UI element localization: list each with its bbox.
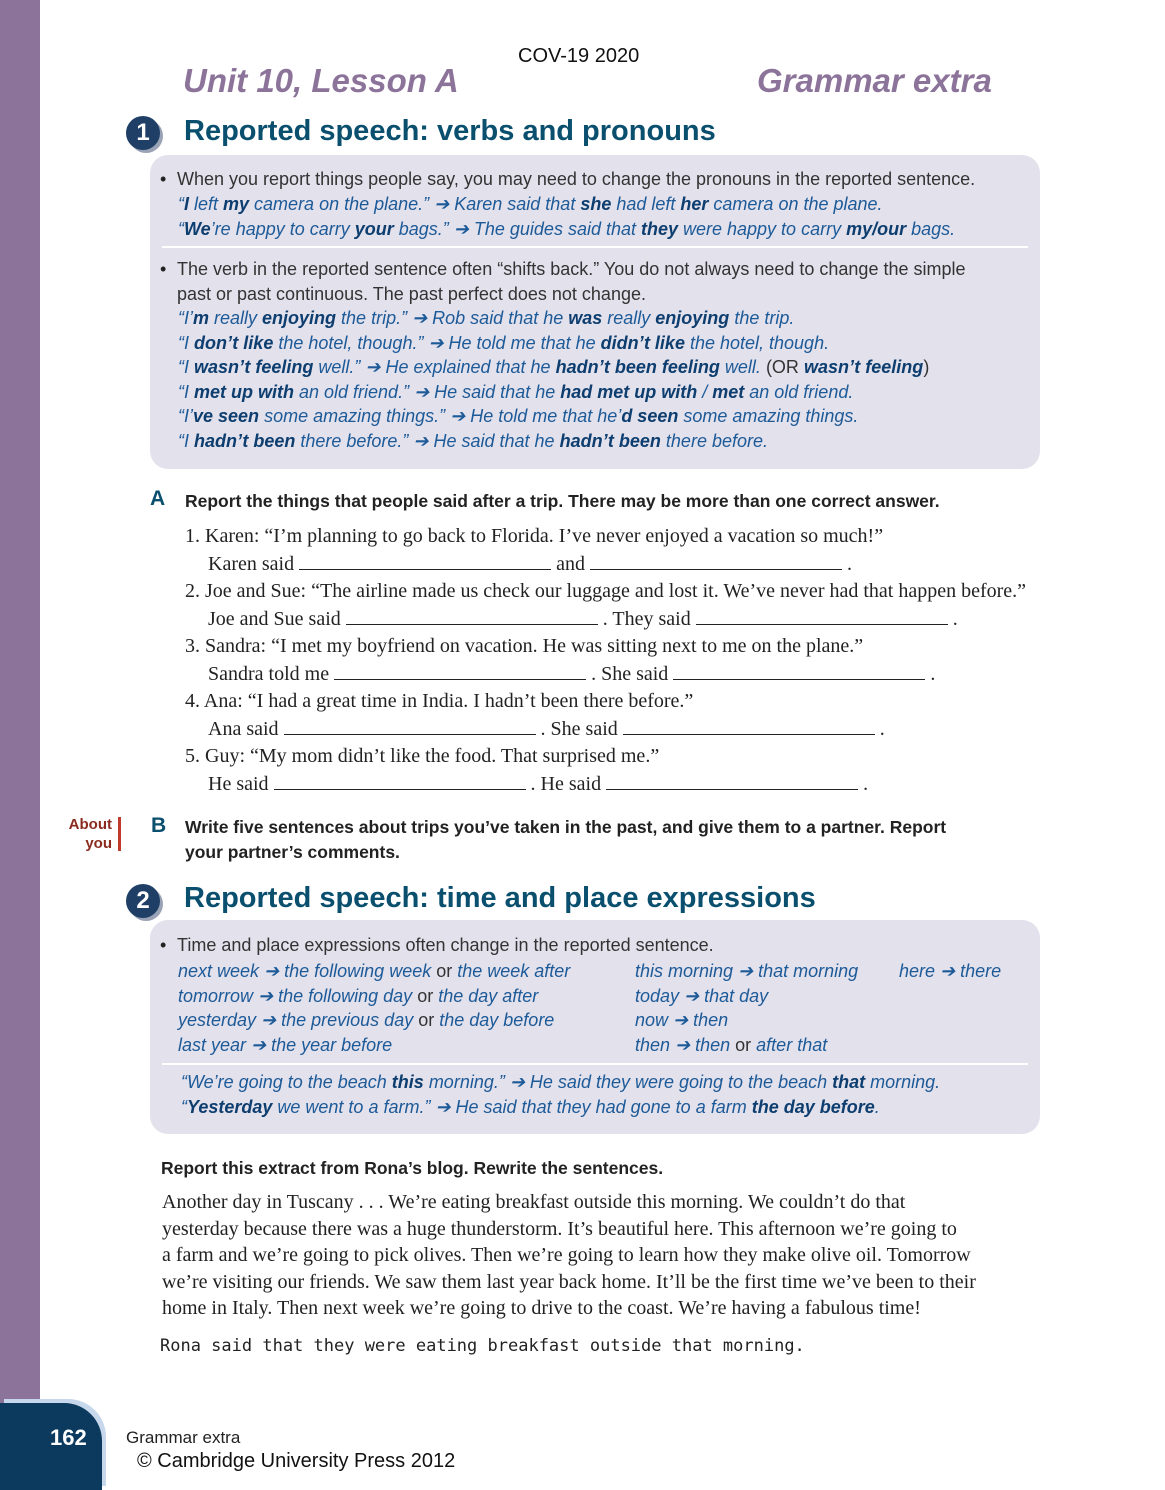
about-you-marker: [118, 817, 121, 851]
example-line: “I hadn’t been there before.” ➔ He said that he hadn’t been there before.: [178, 430, 768, 451]
about-you-label: [52, 815, 112, 853]
expression-line: tomorrow ➔ the following day or the day after: [178, 985, 539, 1006]
blog-line: Another day in Tuscany . . . We’re eating breakfast outside this morning. We couldn’t do that: [162, 1191, 906, 1213]
item-lead: He said: [208, 772, 269, 795]
blog-extract: [162, 1189, 1042, 1322]
box-divider: [162, 246, 1028, 248]
list-item: 2. Joe and Sue: “The airline made us check our luggage and lost it. We’ve never had that happen before.” Joe and Sue said . They said .: [185, 580, 1027, 630]
example-answer: Rona said that they were eating breakfast outside that morning.: [160, 1336, 805, 1356]
item-mid: and: [556, 552, 585, 575]
grammar-bullet-2: [160, 257, 1037, 307]
bullet-dot: •: [160, 169, 167, 189]
answer-blank[interactable]: [346, 609, 598, 625]
list-item: 5. Guy: “My mom didn’t like the food. That surprised me.” He said . He said .: [185, 745, 869, 795]
expression-column-3: [899, 959, 1039, 984]
answer-blank[interactable]: [623, 719, 875, 735]
section-1-number-badge: 1: [126, 116, 160, 150]
example-line: “I wasn’t feeling well.” ➔ He explained that he hadn’t been feeling well. (OR wasn’t feeling): [178, 357, 930, 378]
bullet-2-line-2: past or past continuous. The past perfect does not change.: [177, 284, 646, 304]
cov-label: COV-19 2020: [518, 45, 640, 67]
blog-instruction: Report this extract from Rona’s blog. Rewrite the sentences.: [161, 1158, 664, 1178]
answer-blank[interactable]: [590, 554, 842, 570]
example-line: “Yesterday we went to a farm.” ➔ He said that they had gone to a farm the day before.: [181, 1096, 880, 1117]
bullet-dot: •: [160, 259, 167, 279]
expression-line: next week ➔ the following week or the week after: [178, 961, 571, 981]
instruction-line-1: Write five sentences about trips you’ve taken in the past, and give them to a partner. Report: [185, 817, 947, 837]
blog-line: yesterday because there was a huge thunderstorm. It’s beautiful here. This afternoon we’re going to: [162, 1217, 957, 1240]
example-line: “We’re happy to carry your bags.” ➔ The guides said that they were happy to carry my/our bags.: [178, 218, 956, 239]
answer-blank[interactable]: [334, 664, 586, 680]
example-line: “I’ve seen some amazing things.” ➔ He told me that he’d seen some amazing things.: [178, 406, 859, 427]
exercise-a-list: [185, 523, 1045, 798]
section-2-heading: Reported speech: time and place expressions: [184, 882, 816, 914]
item-mid: . They said: [602, 607, 691, 630]
grammar-box-time-place: [150, 920, 1040, 1134]
copyright: © Cambridge University Press 2012: [137, 1450, 456, 1472]
expression-column-2: [635, 959, 895, 1057]
time-place-examples: [181, 1070, 1041, 1119]
expression-line: this morning ➔ that morning: [635, 961, 859, 981]
section-2-number-badge: 2: [126, 884, 160, 918]
item-number: 4.: [185, 690, 200, 712]
section-title: Grammar extra: [757, 62, 992, 99]
answer-blank[interactable]: [673, 664, 925, 680]
box-divider: [162, 1063, 1028, 1065]
item-number: 1.: [185, 525, 200, 547]
example-line: “I met up with an old friend.” ➔ He said that he had met up with / met an old friend.: [178, 381, 854, 402]
footer-label: Grammar extra: [126, 1428, 241, 1447]
item-quote: Karen: “I’m planning to go back to Florida. I’ve never enjoyed a vacation so much!”: [205, 525, 884, 547]
answer-blank[interactable]: [606, 774, 858, 790]
page-number: 162: [50, 1425, 87, 1450]
expression-line: now ➔ then: [635, 1010, 729, 1031]
example-line: “I’m really enjoying the trip.” ➔ Rob said that he was really enjoying the trip.: [178, 308, 795, 328]
expression-line: then ➔ then or after that: [635, 1034, 828, 1055]
item-number: 2.: [185, 580, 200, 602]
blog-line: a farm and we’re going to pick olives. Then we’re going to learn how they make olive oil. Tomorrow: [162, 1244, 971, 1267]
item-number: 5.: [185, 745, 200, 767]
answer-blank[interactable]: [284, 719, 536, 735]
grammar-bullet-time-place: [160, 933, 1037, 958]
item-quote: Ana: “I had a great time in India. I hadn’t been there before.”: [203, 690, 694, 712]
unit-title: Unit 10, Lesson A: [183, 62, 459, 99]
item-number: 3.: [185, 635, 200, 657]
left-color-bar: [0, 0, 40, 1490]
list-item: 1. Karen: “I’m planning to go back to Florida. I’ve never enjoyed a vacation so much!” Karen said and .: [185, 525, 884, 575]
list-item: 4. Ana: “I had a great time in India. I hadn’t been there before.” Ana said . She said .: [185, 690, 885, 740]
bullet-dot: •: [160, 935, 167, 955]
item-quote: Sandra: “I met my boyfriend on vacation. He was sitting next to me on the plane.”: [205, 635, 864, 657]
grammar-box-verbs-pronouns: [150, 155, 1040, 469]
pronoun-examples: [178, 192, 1038, 241]
example-line: “I left my camera on the plane.” ➔ Karen said that she had left her camera on the plane.: [178, 194, 883, 214]
expression-line: today ➔ that day: [635, 985, 769, 1006]
answer-blank[interactable]: [299, 554, 551, 570]
answer-blank[interactable]: [696, 609, 948, 625]
item-lead: Karen said: [208, 552, 295, 575]
blog-line: we’re visiting our friends. We saw them last year back home. It’ll be the first time we’ve been to their: [162, 1270, 976, 1293]
item-lead: Sandra told me: [208, 662, 330, 685]
section-1-heading: Reported speech: verbs and pronouns: [184, 115, 716, 147]
item-quote: Joe and Sue: “The airline made us check our luggage and lost it. We’ve never had that happen before.”: [205, 580, 1027, 602]
about-label-line-1: About: [68, 816, 112, 833]
item-mid: . She said: [540, 717, 618, 740]
grammar-bullet-1: [160, 167, 1037, 192]
item-quote: Guy: “My mom didn’t like the food. That surprised me.”: [205, 745, 660, 767]
exercise-a-letter: A: [150, 487, 166, 510]
bullet-1-text: When you report things people say, you may need to change the pronouns in the reported sentence.: [177, 169, 976, 189]
item-mid: . He said: [530, 772, 602, 795]
expression-column-1: [178, 959, 618, 1057]
exercise-b-letter: B: [151, 814, 167, 837]
about-label-line-2: you: [85, 835, 112, 852]
example-line: “I don’t like the hotel, though.” ➔ He told me that he didn’t like the hotel, though.: [178, 332, 830, 353]
expression-line: yesterday ➔ the previous day or the day before: [178, 1010, 555, 1031]
bullet-2-line-1: The verb in the reported sentence often “shifts back.” You do not always need to change the simple: [177, 259, 966, 279]
bullet-text: Time and place expressions often change in the reported sentence.: [177, 935, 714, 955]
item-lead: Joe and Sue said: [208, 607, 341, 630]
verb-shift-examples: [178, 306, 1038, 454]
expression-line: here ➔ there: [899, 961, 1002, 981]
exercise-a-instruction: Report the things that people said after a trip. There may be more than one correct answer.: [185, 491, 940, 511]
answer-blank[interactable]: [274, 774, 526, 790]
instruction-line-2: your partner’s comments.: [185, 842, 400, 862]
example-line: “We’re going to the beach this morning.” ➔ He said they were going to the beach that morning.: [181, 1072, 941, 1092]
exercise-b-instruction: [185, 815, 1045, 865]
item-lead: Ana said: [208, 717, 279, 740]
list-item: 3. Sandra: “I met my boyfriend on vacation. He was sitting next to me on the plane.” Sandra told me . She said .: [185, 635, 936, 685]
blog-line: home in Italy. Then next week we’re going to drive to the coast. We’re having a fabulous time!: [162, 1297, 921, 1320]
expression-line: last year ➔ the year before: [178, 1034, 393, 1055]
item-mid: . She said: [591, 662, 669, 685]
